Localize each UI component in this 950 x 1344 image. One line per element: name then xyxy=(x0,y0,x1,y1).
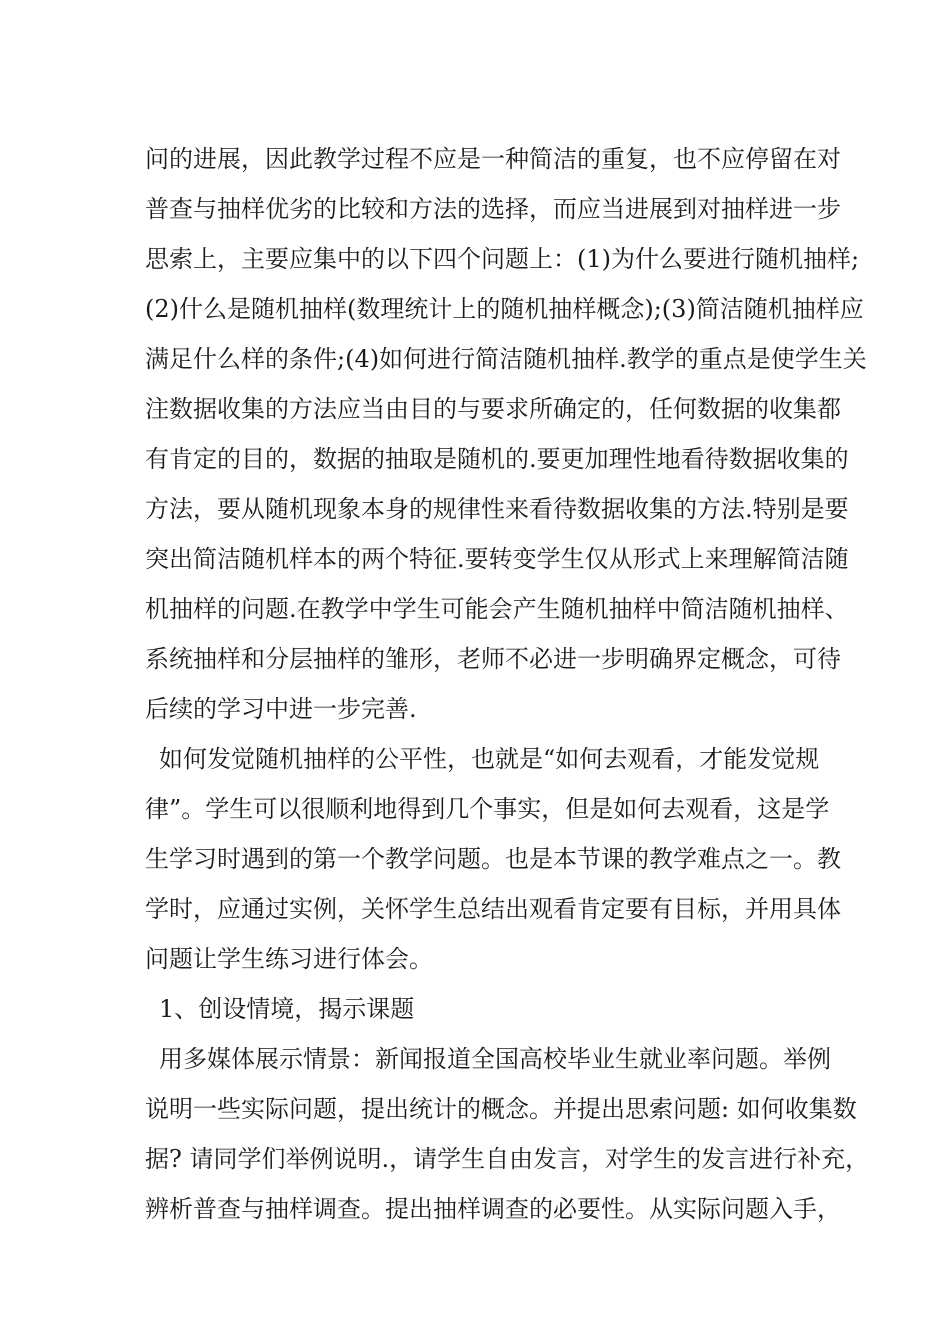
text-line: 思索上，主要应集中的以下四个问题上：(1)为什么要进行随机抽样; xyxy=(145,245,860,273)
text-line: 生学习时遇到的第一个教学问题。也是本节课的教学难点之一。教 xyxy=(145,845,841,873)
text-line: 后续的学习中进一步完善. xyxy=(145,695,417,723)
text-line: 问的进展，因此教学过程不应是一种简洁的重复，也不应停留在对 xyxy=(145,145,841,173)
text-line: 系统抽样和分层抽样的雏形，老师不必进一步明确界定概念，可待 xyxy=(145,645,841,673)
text-line: 据? 请同学们举例说明.，请学生自由发言，对学生的发言进行补充， xyxy=(145,1145,870,1173)
text-line: 机抽样的问题.在教学中学生可能会产生随机抽样中简洁随机抽样、 xyxy=(145,595,849,623)
text-line: 普查与抽样优劣的比较和方法的选择，而应当进展到对抽样进一步 xyxy=(145,195,841,223)
text-line: 学时，应通过实例，关怀学生总结出观看肯定要有目标，并用具体 xyxy=(145,895,841,923)
text-line: 说明一些实际问题，提出统计的概念。并提出思索问题: 如何收集数 xyxy=(145,1095,857,1123)
text-line: 突出简洁随机样本的两个特征.要转变学生仅从形式上来理解简洁随 xyxy=(145,545,849,573)
text-line: 满足什么样的条件;(4)如何进行简洁随机抽样.教学的重点是使学生关 xyxy=(145,345,867,373)
paragraph-3 xyxy=(145,1034,870,1234)
text-line: (2)什么是随机抽样(数理统计上的随机抽样概念);(3)简洁随机抽样应 xyxy=(145,295,864,323)
text-line: 用多媒体展示情景：新闻报道全国高校毕业生就业率问题。举例 xyxy=(159,1045,831,1073)
text-line: 辨析普查与抽样调查。提出抽样调查的必要性。从实际问题入手， xyxy=(145,1195,841,1223)
text-line: 方法，要从随机现象本身的规律性来看待数据收集的方法.特别是要 xyxy=(145,495,849,523)
text-line: 注数据收集的方法应当由目的与要求所确定的，任何数据的收集都 xyxy=(145,395,841,423)
document-body xyxy=(145,134,870,1234)
text-line: 律”。学生可以很顺利地得到几个事实，但是如何去观看，这是学 xyxy=(145,795,830,823)
paragraph-2 xyxy=(145,734,841,984)
text-line: 有肯定的目的，数据的抽取是随机的.要更加理性地看待数据收集的 xyxy=(145,445,849,473)
paragraph-1 xyxy=(145,134,867,734)
text-line: 如何发觉随机抽样的公平性，也就是“如何去观看，才能发觉规 xyxy=(159,745,820,773)
heading-text: 1、创设情境，揭示课题 xyxy=(159,995,415,1023)
section-heading xyxy=(145,984,825,1034)
text-line: 问题让学生练习进行体会。 xyxy=(145,945,433,973)
